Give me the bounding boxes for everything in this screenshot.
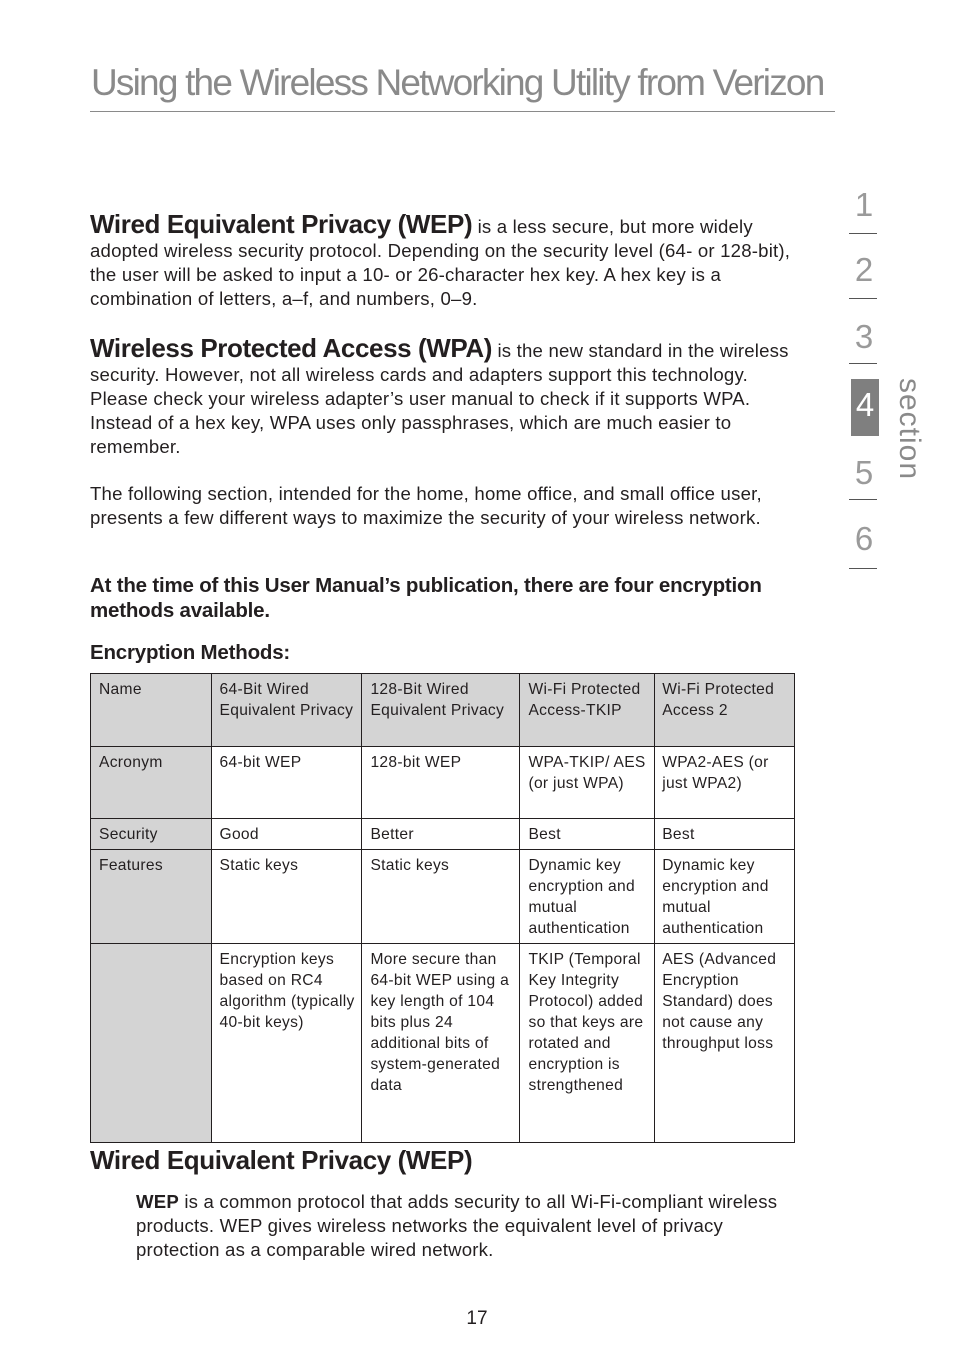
- section-divider: [849, 499, 877, 500]
- table-row: [91, 850, 795, 944]
- table-row: [91, 674, 795, 747]
- section-divider: [849, 233, 877, 234]
- encryption-methods-table: [90, 673, 795, 1143]
- wep-intro-paragraph: [90, 209, 800, 311]
- section-divider: [849, 363, 877, 364]
- table-cell: Static keys: [362, 850, 520, 944]
- section-number-3: 3: [854, 318, 874, 355]
- table-title: Encryption Methods:: [90, 641, 291, 664]
- table-cell: Wi-Fi Protected Access 2: [655, 674, 795, 747]
- page-header-title: Using the Wireless Networking Utility from Verizon: [91, 62, 824, 103]
- wep-section-heading: Wired Equivalent Privacy (WEP): [90, 1145, 473, 1175]
- wep-section-paragraph: [136, 1190, 808, 1262]
- table-row: [91, 747, 795, 819]
- wep-intro-lead: Wired Equivalent Privacy (WEP): [90, 209, 473, 239]
- table-cell: TKIP (Temporal Key Integrity Protocol) added so that keys are rotated and encryption is strengthened: [520, 944, 655, 1143]
- wep-section-text: is a common protocol that adds security to all Wi-Fi-compliant wireless products. WEP gives wireless networks the equivalent level of privacy protection as a comparable wired network.: [136, 1191, 778, 1260]
- table-cell: Dynamic key encryption and mutual authentication: [655, 850, 795, 944]
- table-cell: Security: [91, 819, 212, 850]
- table-cell: Better: [362, 819, 520, 850]
- table-cell: 64-bit WEP: [211, 747, 362, 819]
- table-cell: Encryption keys based on RC4 algorithm (typically 40-bit keys): [211, 944, 362, 1143]
- page-number: 17: [466, 1308, 488, 1329]
- wpa-intro-text: is the new standard in the wireless security. However, not all wireless cards and adapters support this technology. Please check your wireless adapter’s user manual to check if it supports WPA. Instead of a hex key, WPA uses only passphrases, which are much easier to remember.: [90, 340, 789, 457]
- table-cell: WPA2-AES (or just WPA2): [655, 747, 795, 819]
- table-cell: 128-bit WEP: [362, 747, 520, 819]
- section-number-4: 4: [855, 386, 875, 423]
- section-divider: [849, 568, 877, 569]
- table-cell: Name: [91, 674, 212, 747]
- table-cell: Wi-Fi Protected Access-TKIP: [520, 674, 655, 747]
- table-cell: Features: [91, 850, 212, 944]
- table-cell: 64-Bit Wired Equivalent Privacy: [211, 674, 362, 747]
- table-cell: Best: [655, 819, 795, 850]
- publication-note: At the time of this User Manual’s publication, there are four encryption methods available.: [90, 574, 762, 622]
- wpa-intro-lead: Wireless Protected Access (WPA): [90, 333, 493, 363]
- table-cell: Best: [520, 819, 655, 850]
- section-divider: [849, 298, 877, 299]
- table-cell: Static keys: [211, 850, 362, 944]
- table-cell: 128-Bit Wired Equivalent Privacy: [362, 674, 520, 747]
- section-number-6: 6: [854, 520, 874, 557]
- section-number-1: 1: [854, 186, 874, 223]
- table-cell: AES (Advanced Encryption Standard) does not cause any throughput loss: [655, 944, 795, 1143]
- table-row: [91, 944, 795, 1143]
- wep-section-lead: WEP: [136, 1191, 179, 1212]
- table-cell: Acronym: [91, 747, 212, 819]
- table-cell: WPA-TKIP/ AES (or just WPA): [520, 747, 655, 819]
- section-label: section: [893, 378, 926, 481]
- section-number-2: 2: [854, 251, 874, 288]
- wep-intro-text: is a less secure, but more widely adopted wireless security protocol. Depending on the security level (64- or 128-bit), the user will be asked to input a 10- or 26-character hex key. A hex key is a combination of letters, a–f, and numbers, 0–9.: [90, 216, 791, 309]
- following-section-paragraph: The following section, intended for the home, home office, and small office user, presents a few different ways to maximize the security of your wireless network.: [90, 483, 762, 528]
- table-row: [91, 819, 795, 850]
- table-cell: More secure than 64-bit WEP using a key length of 104 bits plus 24 additional bits of system-generated data: [362, 944, 520, 1143]
- header-divider: [90, 111, 835, 112]
- table-cell: Good: [211, 819, 362, 850]
- wpa-intro-paragraph: [90, 333, 800, 459]
- table-cell: Dynamic key encryption and mutual authentication: [520, 850, 655, 944]
- table-cell: [91, 944, 212, 1143]
- section-number-5: 5: [854, 454, 874, 491]
